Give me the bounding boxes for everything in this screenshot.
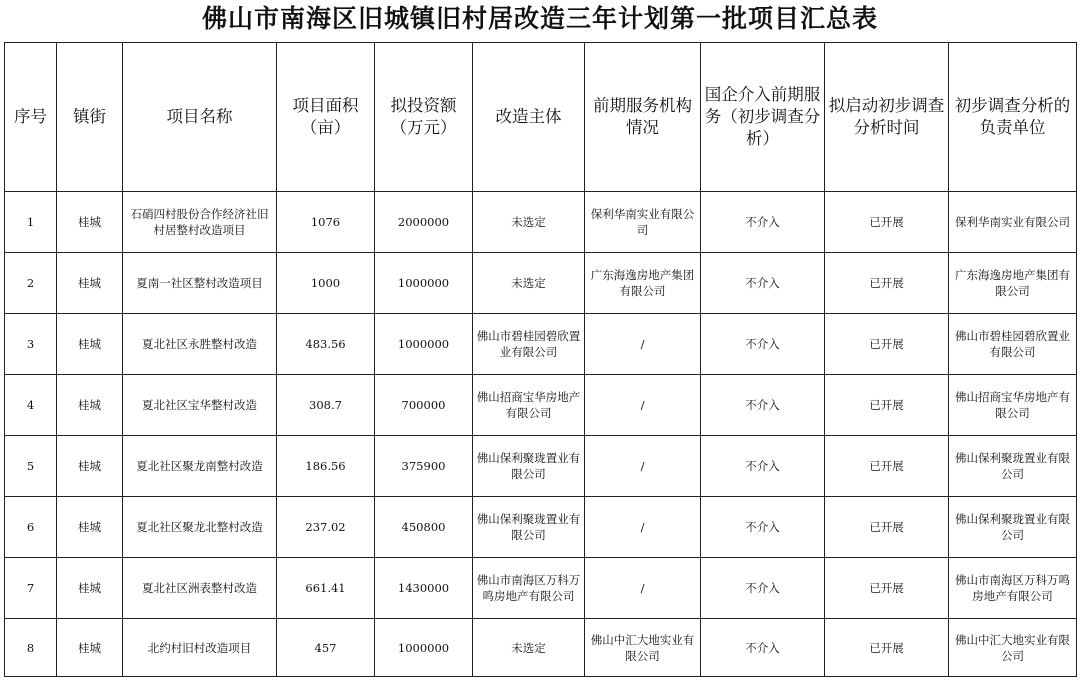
cell-survey-unit: 佛山中汇大地实业有限公司 — [949, 619, 1077, 677]
cell-investment: 1000000 — [375, 619, 473, 677]
header-investment: 拟投资额（万元） — [375, 43, 473, 192]
cell-investment: 375900 — [375, 436, 473, 497]
header-developer: 改造主体 — [473, 43, 585, 192]
cell-developer: 佛山保利聚珑置业有限公司 — [473, 436, 585, 497]
table-row — [5, 253, 1077, 314]
cell-soe-involvement: 不介入 — [701, 619, 825, 677]
header-soe-involvement: 国企介入前期服务（初步调查分析） — [701, 43, 825, 192]
cell-survey-time: 已开展 — [825, 192, 949, 253]
cell-area: 308.7 — [277, 375, 375, 436]
cell-soe-involvement: 不介入 — [701, 375, 825, 436]
cell-service-agency: / — [585, 497, 701, 558]
cell-survey-unit: 佛山市碧桂园碧欣置业有限公司 — [949, 314, 1077, 375]
cell-index: 4 — [5, 375, 57, 436]
cell-town: 桂城 — [57, 558, 123, 619]
cell-service-agency: / — [585, 558, 701, 619]
cell-survey-time: 已开展 — [825, 253, 949, 314]
cell-survey-unit: 佛山市南海区万科万鸣房地产有限公司 — [949, 558, 1077, 619]
cell-town: 桂城 — [57, 253, 123, 314]
cell-area: 237.02 — [277, 497, 375, 558]
cell-area: 1076 — [277, 192, 375, 253]
cell-project-name: 夏南一社区整村改造项目 — [123, 253, 277, 314]
cell-survey-time: 已开展 — [825, 619, 949, 677]
cell-project-name: 北约村旧村改造项目 — [123, 619, 277, 677]
header-row — [5, 43, 1077, 192]
header-index: 序号 — [5, 43, 57, 192]
page-title: 佛山市南海区旧城镇旧村居改造三年计划第一批项目汇总表 — [201, 4, 878, 33]
table-row — [5, 497, 1077, 558]
header-town: 镇街 — [57, 43, 123, 192]
header-survey-unit: 初步调查分析的负责单位 — [949, 43, 1077, 192]
cell-project-name: 夏北社区宝华整村改造 — [123, 375, 277, 436]
cell-index: 7 — [5, 558, 57, 619]
cell-service-agency: 广东海逸房地产集团有限公司 — [585, 253, 701, 314]
cell-developer: 未选定 — [473, 253, 585, 314]
cell-index: 1 — [5, 192, 57, 253]
cell-survey-time: 已开展 — [825, 436, 949, 497]
cell-town: 桂城 — [57, 497, 123, 558]
cell-developer: 佛山招商宝华房地产有限公司 — [473, 375, 585, 436]
cell-area: 483.56 — [277, 314, 375, 375]
cell-soe-involvement: 不介入 — [701, 314, 825, 375]
cell-survey-unit: 佛山招商宝华房地产有限公司 — [949, 375, 1077, 436]
cell-index: 8 — [5, 619, 57, 677]
cell-town: 桂城 — [57, 192, 123, 253]
cell-area: 661.41 — [277, 558, 375, 619]
cell-survey-time: 已开展 — [825, 497, 949, 558]
table-row — [5, 558, 1077, 619]
cell-town: 桂城 — [57, 314, 123, 375]
cell-developer: 佛山市碧桂园碧欣置业有限公司 — [473, 314, 585, 375]
cell-survey-unit: 佛山保利聚珑置业有限公司 — [949, 436, 1077, 497]
cell-survey-unit: 广东海逸房地产集团有限公司 — [949, 253, 1077, 314]
cell-soe-involvement: 不介入 — [701, 192, 825, 253]
cell-survey-unit: 佛山保利聚珑置业有限公司 — [949, 497, 1077, 558]
cell-soe-involvement: 不介入 — [701, 558, 825, 619]
cell-project-name: 夏北社区聚龙北整村改造 — [123, 497, 277, 558]
cell-service-agency: 保利华南实业有限公司 — [585, 192, 701, 253]
cell-project-name: 石硝四村股份合作经济社旧村居整村改造项目 — [123, 192, 277, 253]
cell-investment: 1000000 — [375, 314, 473, 375]
cell-index: 5 — [5, 436, 57, 497]
table-row — [5, 314, 1077, 375]
cell-index: 6 — [5, 497, 57, 558]
cell-investment: 700000 — [375, 375, 473, 436]
cell-project-name: 夏北社区永胜整村改造 — [123, 314, 277, 375]
cell-investment: 2000000 — [375, 192, 473, 253]
cell-area: 1000 — [277, 253, 375, 314]
cell-service-agency: / — [585, 375, 701, 436]
cell-service-agency: 佛山中汇大地实业有限公司 — [585, 619, 701, 677]
cell-soe-involvement: 不介入 — [701, 436, 825, 497]
header-survey-time: 拟启动初步调查分析时间 — [825, 43, 949, 192]
cell-index: 2 — [5, 253, 57, 314]
cell-area: 457 — [277, 619, 375, 677]
cell-project-name: 夏北社区聚龙南整村改造 — [123, 436, 277, 497]
cell-town: 桂城 — [57, 375, 123, 436]
cell-investment: 450800 — [375, 497, 473, 558]
cell-survey-time: 已开展 — [825, 375, 949, 436]
cell-index: 3 — [5, 314, 57, 375]
header-project-name: 项目名称 — [123, 43, 277, 192]
project-summary-table — [4, 42, 1077, 677]
table-row — [5, 619, 1077, 677]
table-row — [5, 192, 1077, 253]
cell-developer: 未选定 — [473, 192, 585, 253]
cell-survey-unit: 保利华南实业有限公司 — [949, 192, 1077, 253]
cell-developer: 未选定 — [473, 619, 585, 677]
header-area: 项目面积（亩） — [277, 43, 375, 192]
cell-service-agency: / — [585, 436, 701, 497]
cell-service-agency: / — [585, 314, 701, 375]
table-row — [5, 375, 1077, 436]
cell-soe-involvement: 不介入 — [701, 497, 825, 558]
table-body — [5, 192, 1077, 677]
cell-project-name: 夏北社区洲表整村改造 — [123, 558, 277, 619]
cell-town: 桂城 — [57, 619, 123, 677]
header-service-agency: 前期服务机构情况 — [585, 43, 701, 192]
cell-investment: 1000000 — [375, 253, 473, 314]
cell-developer: 佛山保利聚珑置业有限公司 — [473, 497, 585, 558]
cell-developer: 佛山市南海区万科万鸣房地产有限公司 — [473, 558, 585, 619]
cell-town: 桂城 — [57, 436, 123, 497]
table-row — [5, 436, 1077, 497]
cell-investment: 1430000 — [375, 558, 473, 619]
cell-soe-involvement: 不介入 — [701, 253, 825, 314]
cell-survey-time: 已开展 — [825, 314, 949, 375]
cell-survey-time: 已开展 — [825, 558, 949, 619]
cell-area: 186.56 — [277, 436, 375, 497]
